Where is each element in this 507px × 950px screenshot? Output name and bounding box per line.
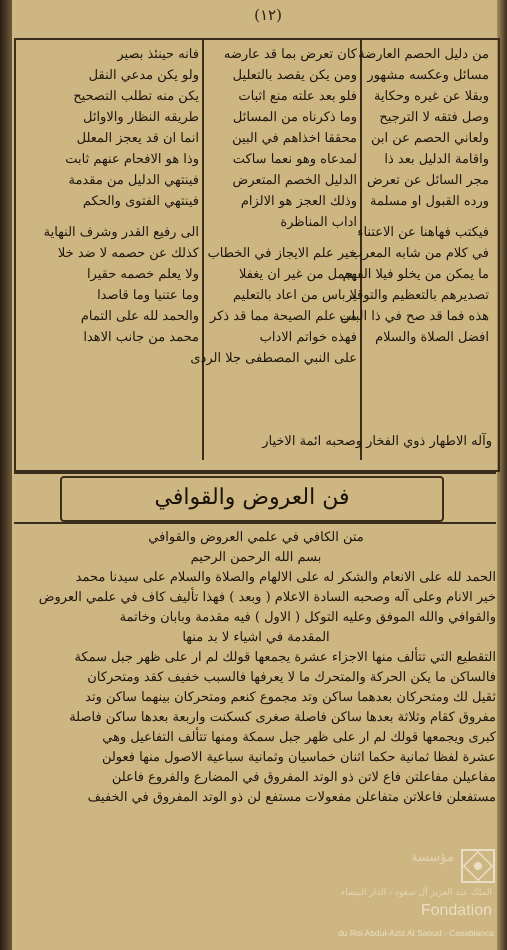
prose-body [16, 528, 496, 840]
verse-line: محققا اخذاهم في البين [232, 131, 357, 146]
verse-line: من علم الصيحة مما قد ذكر [210, 309, 357, 324]
verse-line: ولو يكن مدعي النقل [88, 68, 199, 83]
verse-line: هذه فما قد صح في ذا الباب [339, 309, 489, 324]
divider-line [14, 472, 496, 474]
watermark-arabic-title: مؤسسة [410, 850, 454, 865]
verse-line: الدليل الخصم المتعرض [232, 173, 357, 188]
prose-line: ثقيل لك ومتحركان بعدهما ساكن وتد مجموع كنعم ومتحركان بينهما ساكن وتد [85, 690, 496, 705]
verse-line: فينتهي الدليل من مقدمة [68, 173, 199, 188]
prose-line: خير الانام وعلى آله وصحبه السادة الاعلام ( وبعد ) فهذا تأليف كاف في علمي العروض [38, 590, 496, 605]
verse-line: على النبي المصطفى جلا الردى [190, 351, 357, 366]
prose-line: التقطيع التي تتألف منها الاجزاء عشرة يجمعها قولك لم ار على ظهر جبل سمكة [74, 650, 496, 665]
prose-line: مفروق كقام وثلاثة بعدها ساكن فاصلة صغرى كسكنت واربعة بعدها ساكن فاصلة [69, 710, 496, 725]
verse-line: مجر السائل عن تعرض [367, 173, 489, 188]
verse-line: ولا يعلم خصمه حقيرا [86, 267, 199, 282]
verse-column-middle [190, 44, 360, 464]
verse-line: لمدعاه وهو نعما ساكت [232, 152, 357, 167]
verse-line: فينتهي الفتوى والحكم [82, 194, 199, 209]
verse-line: طريقه النظار والاوائل [82, 110, 199, 125]
column-divider [202, 40, 204, 460]
prose-line: والقوافي والله الموفق وعليه التوكل ( الاول ) فيه مقدمة وبابان وخاتمة [119, 610, 496, 625]
prose-line: عشرة لفظا ثمانية حكما اثنان خماسيان وثمانية سباعية الاصول منها فعولن [101, 750, 496, 765]
prose-line: فالساكن ما يكن الحركة والمتحرك ما لا يعرفها فالسبب خفيف كقد ومتحركان [87, 670, 496, 685]
verse-line: وما عتنيا وما قاصدا [97, 288, 199, 303]
prose-line: كبرى ويجمعها قولك لم ار على ظهر جبل سمكة ومنها تتألف التفاعيل وهي [102, 730, 496, 745]
verse-line: والحمد لله على التمام [80, 309, 199, 324]
section-title: فن العروض والقوافي [154, 485, 350, 510]
text-subtitle: متن الكافي في علمي العروض والقوافي [148, 530, 364, 545]
page-number: (١٢) [254, 6, 282, 24]
verse-line: يكن منه تطلب التصحيح [73, 89, 199, 104]
verse-line: اداب المناظرة [280, 215, 357, 230]
verse-line: وذلك العجز هو الالزام [240, 194, 357, 209]
verse-line: كان تعرض بما قد عارضه [223, 47, 357, 62]
prose-line: مفاعيلن مفاعلتن فاع لاتن ذو الوتد المفروق في المضارع والفروع فاعلن [111, 770, 496, 785]
section-title-box [60, 476, 444, 522]
verse-line: مسائل وعكسه مشهور [367, 68, 489, 83]
closing-verse-line: وآله الاطهار ذوي الفخار وصحبه ائمة الاخيار [262, 434, 492, 449]
page-edge-left [0, 0, 12, 950]
verse-line: وبقلا عن غيره وحكاية [373, 89, 489, 104]
verse-line: واقامة الدليل بعد ذا [384, 152, 489, 167]
basmala: بسم الله الرحمن الرحيم [190, 550, 322, 565]
verse-line: خير علم الايجاز في الخطاب [207, 246, 357, 261]
prose-line: مستفعلن فاعلاتن متفاعلن مفعولات مستفع لن ذو الوتد المفروق في الخفيف [87, 790, 496, 805]
verse-line: وصل فتقه لا الترجيح [379, 110, 489, 125]
foundation-logo-icon [458, 846, 498, 886]
verse-line: ومن يكن يقصد بالتعليل [232, 68, 357, 83]
verse-line: فيكتب فهاهنا عن الاعتناء [357, 225, 489, 240]
verse-line: كذلك عن حصمه لا ضد خلا [57, 246, 199, 261]
verse-line: الى رفيع القدر وشرف النهاية [43, 225, 199, 240]
watermark-arabic-subtitle: الملك عبد العزيز آل سعود - الدار البيضاء [341, 888, 492, 898]
library-watermark [334, 846, 498, 946]
verse-line: في كلام من شابه المعرب [350, 246, 489, 261]
verse-column-right [339, 44, 492, 464]
verse-line: ولعاني الحصم عن ابن [371, 131, 489, 146]
verse-line: ما يمكن من يخلو فيلا الفهم [342, 267, 489, 282]
watermark-subtitle: du Roi Abdul-Aziz Al Saoud - Casablanca [338, 928, 494, 938]
verse-line: من دليل الحصم العارضة [358, 47, 489, 62]
divider-line [14, 522, 496, 524]
prose-lines [16, 568, 496, 808]
verse-line: فهذه خواتم الاداب [259, 330, 357, 345]
verse-line: انما ان قد يعجز المعلل [76, 131, 199, 146]
prose-line: المقدمة في اشياء لا بد منها [182, 630, 330, 645]
verse-frame [14, 38, 500, 472]
prose-line: الحمد لله على الانعام والشكر له على الالهام والصلاة والسلام على سيدنا محمد [75, 570, 496, 585]
verse-line: افضل الصلاة والسلام [375, 330, 489, 345]
verse-line: لا باس من اعاد بالتعليم [233, 288, 357, 303]
verse-line: يجمل من غير ان يغفلا [238, 267, 357, 282]
verse-line: محمد من جانب الاهدا [83, 330, 199, 345]
verse-line: فانه حينئذ بصير [117, 47, 199, 62]
verse-column-left [22, 44, 202, 464]
watermark-title: Fondation [420, 902, 492, 919]
verse-line: ورده القبول او مسلمة [369, 194, 489, 209]
verse-line: تصديرهم بالتعظيم والتوقير [345, 288, 489, 303]
verse-line: وذا هو الافحام عنهم ثابت [65, 152, 199, 167]
verse-line: فلو بعد علته منع اثبات [238, 89, 357, 104]
verse-line: وما ذكرناه من المسائل [232, 110, 357, 125]
